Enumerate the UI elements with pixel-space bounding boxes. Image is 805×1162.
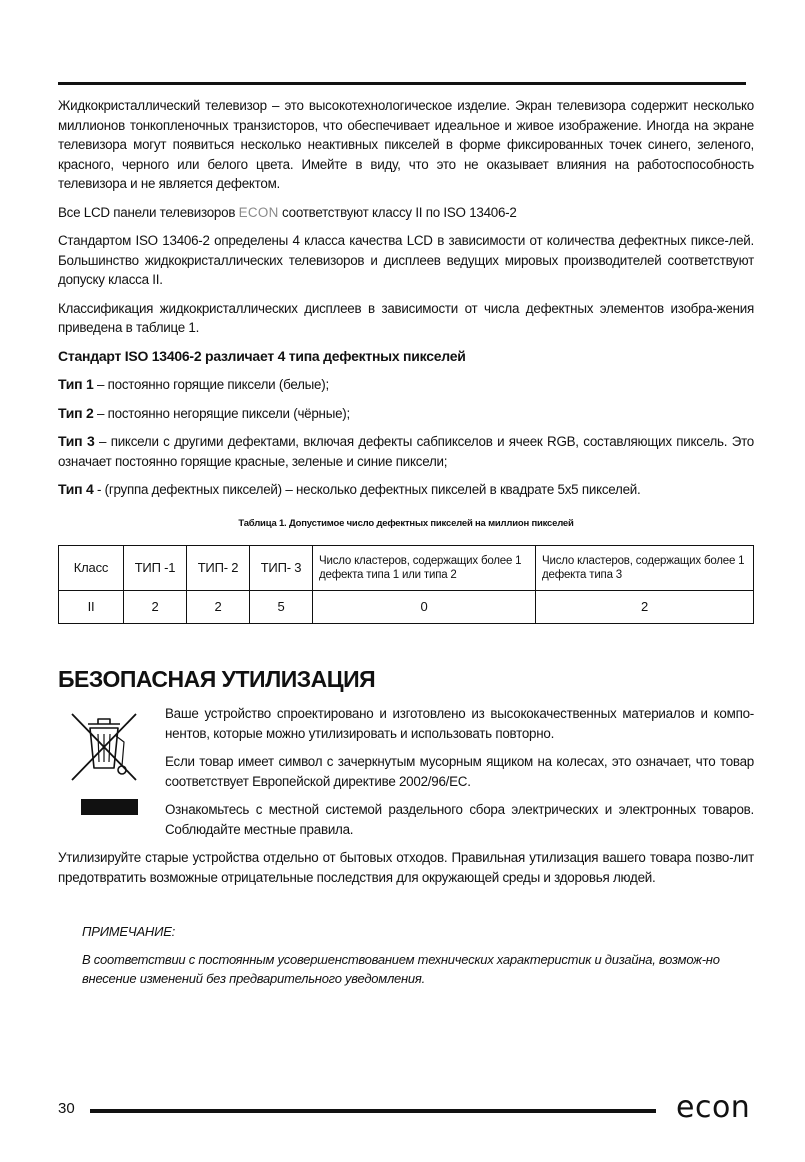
type-item-3 [58, 432, 754, 471]
type-label: Тип 1 [58, 376, 94, 392]
disposal-paragraph-2: Если товар имеет символ с зачеркнутым мусорным ящиком на колесах, это означает, что товар соответствует Европейской директиве 2002/96/ЕС. [165, 754, 754, 789]
type-text: - (группа дефектных пикселей) – несколько дефектных пикселей в квадрате 5х5 пикселей. [93, 482, 641, 497]
intro-paragraph-1: Жидкокристаллический телевизор – это высокотехнологическое изделие. Экран телевизора содержит несколько миллионов тонкопленочных транзисторов, что обеспечивает идеальное и живое изображение. Иногда на экране телевизора могут появиться несколько неактивных пикселей в форме фиксированных точек синего, зеленого, красного, черного или белого цвета. Имейте в виду, что это не оказывает влияния на работоспособность телевизора и не является дефектом. [58, 98, 754, 191]
type-item-2 [58, 404, 754, 424]
table-cell: 5 [250, 591, 313, 624]
type-item-1 [58, 375, 754, 395]
main-content [58, 96, 754, 624]
econ-logo: econ [676, 1090, 751, 1125]
table-header-cell: Класс [59, 546, 124, 591]
crossed-out-wheelie-bin-icon [68, 706, 140, 786]
table-row [59, 591, 754, 624]
table-cell: 2 [124, 591, 187, 624]
table-header-cell: ТИП- 2 [187, 546, 250, 591]
disposal-paragraph-4: Утилизируйте старые устройства отдельно от бытовых отходов. Правильная утилизация вашего товара позво-лит предотвратить возможные отрицательные последствия для окружающей среды и здоровья людей. [58, 850, 754, 885]
type-text: – постоянно негорящие пиксели (чёрные); [93, 405, 350, 421]
table-header-cell: ТИП -1 [124, 546, 187, 591]
table-header-cell: ТИП- 3 [250, 546, 313, 591]
intro-paragraph-3: Стандартом ISO 13406-2 определены 4 класса качества LCD в зависимости от количества дефектных пиксе-лей. Большинство жидкокристаллических телевизоров и дисплеев ведущих мировых производителей соответствуют допуску класса II. [58, 233, 754, 287]
table-cell: II [59, 591, 124, 624]
table-header-row [59, 546, 754, 591]
disposal-paragraph-3: Ознакомьтесь с местной системой раздельного сбора электрических и электронных товаров. Соблюдайте местные правила. [165, 802, 754, 837]
weee-black-bar [81, 799, 138, 815]
intro-p2-prefix: Все LCD панели телевизоров [58, 204, 239, 220]
standard-heading: Стандарт ISO 13406-2 различает 4 типа дефектных пикселей [58, 347, 466, 364]
type-label: Тип 4 [58, 481, 94, 497]
disposal-paragraph-1: Ваше устройство спроектировано и изготовлено из высококачественных материалов и компо-нентов, которые можно утилизировать и использовать повторно. [165, 706, 754, 741]
intro-p2-suffix: соответствуют классу II по ISO 13406-2 [278, 204, 517, 220]
type-text: – постоянно горящие пиксели (белые); [93, 377, 329, 392]
table-cell: 2 [536, 591, 754, 624]
disposal-section-title: БЕЗОПАСНАЯ УТИЛИЗАЦИЯ [58, 666, 376, 692]
table-caption: Таблица 1. Допустимое число дефектных пикселей на миллион пикселей [238, 517, 574, 529]
bottom-divider [90, 1109, 656, 1113]
table-cell: 0 [313, 591, 536, 624]
top-divider [58, 82, 746, 85]
type-item-4 [58, 480, 754, 500]
table-header-cell: Число кластеров, содержащих более 1 дефекта типа 3 [536, 546, 754, 591]
table-cell: 2 [187, 591, 250, 624]
disposal-text-block [165, 704, 754, 848]
type-text: – пиксели с другими дефектами, включая дефекты сабпикселов и ячеек RGB, составляющих пиксель. Это означает постоянно горящие красные, зеленые и синие пиксели; [58, 434, 754, 469]
type-label: Тип 3 [58, 433, 95, 449]
inline-brand-econ: ECON [238, 204, 279, 220]
table-header-cell: Число кластеров, содержащих более 1 дефекта типа 1 или типа 2 [313, 546, 536, 591]
note-label: ПРИМЕЧАНИЕ: [82, 924, 176, 939]
note-text: В соответствии с постоянным усовершенствованием технических характеристик и дизайна, возмож-но внесение изменений без предварительного уведомления. [82, 952, 720, 986]
type-label: Тип 2 [58, 404, 94, 421]
defect-pixel-table [58, 545, 754, 624]
page-number: 30 [58, 1100, 75, 1117]
intro-paragraph-4: Классификация жидкокристаллических дисплеев в зависимости от числа дефектных элементов изобра-жения приведена в таблице 1. [58, 300, 754, 335]
intro-paragraph-2 [58, 203, 754, 223]
